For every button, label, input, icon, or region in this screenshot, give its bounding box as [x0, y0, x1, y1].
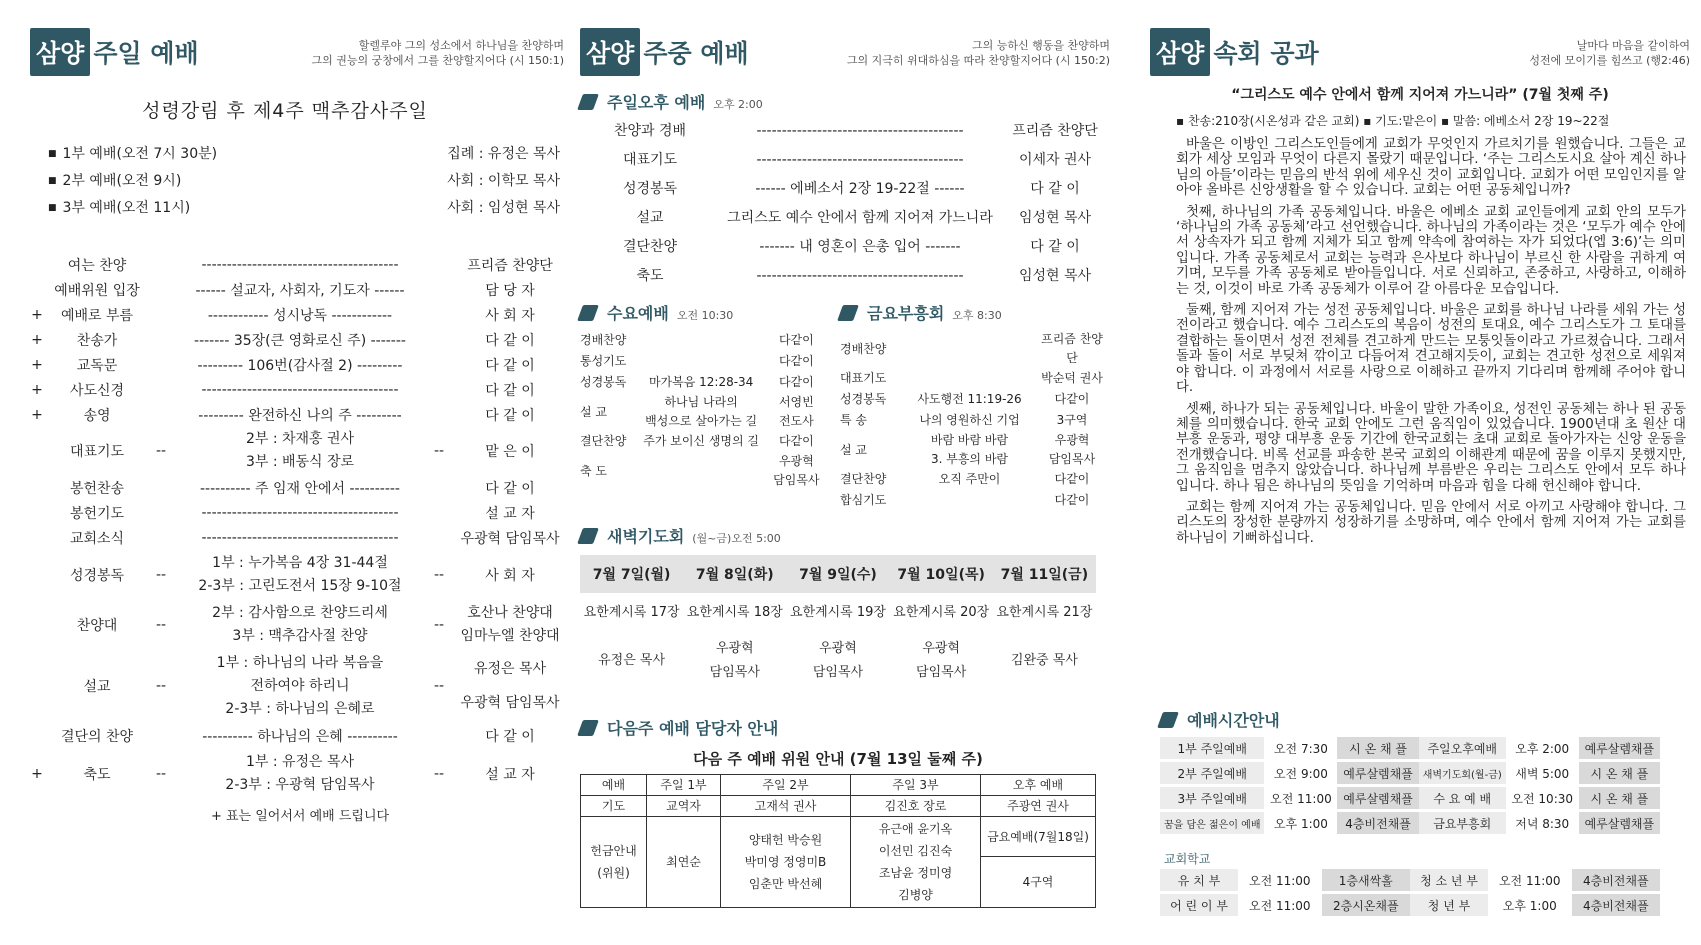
dawn-table [580, 555, 1096, 689]
dawn-leaders-row: 유정은 목사 우광혁 담임목사 우광혁 담임목사 우광혁 담임목사 김완중 목사 [598, 641, 1078, 680]
cell-column [1150, 0, 1690, 945]
lesson-paragraph: 첫째, 하나님의 가족 공동체입니다. 바울은 에베소 교회 교인들에게 교회 안의 모두가 ‘하나님의 가족 공동체’라고 선언했습니다. 하나님의 가족이라는 것은 ‘모두가 예수 안에서 상속자가 되고 함께 지체가 되고 함께 약속에 참여하는 자가 되었다(엡 3:6)’는 의미입니다. 가족 공동체로서 교회는 능력과 은사보다 하나님이 부르신 한 사람을 귀하게 여기며, 모두를 가족 공동체로 받아들입니다. 서로 신뢰하고, 존중하고, 사랑하고, 이해하는 것, 이것이 바로 가족 공동체가 이루어 갈 아름다운 모습입니다. [1176, 204, 1686, 297]
order-row: 결단의 찬양 ---------- 하나님의 은혜 ---------- 다 같 이 [60, 728, 535, 745]
afternoon-row: 찬양과 경배 ----------------------------------------- 프리즘 찬양단 [613, 123, 1098, 139]
school-table [1160, 866, 1660, 919]
friday-heading: 금요부흥회 오후 8:30 [840, 301, 1110, 324]
order-row: 예배위원 입장 ------ 설교자, 사회자, 기도자 ------ 담 당 자 [54, 282, 535, 299]
sunday-column [30, 0, 570, 945]
service-list [30, 141, 570, 222]
service-row: 대표기도 박순덕 권사 [840, 371, 1103, 385]
time-row: 유 치 부 오전 11:00 1층새싹홀 청 소 년 부 오전 11:00 4층비전채플 [1160, 869, 1660, 891]
service-row: 설 교 하나님 나라의 백성으로 살아가는 길 서영빈 전도사 [580, 395, 814, 428]
time-row: 2부 주일예배 오전 9:00 예루살렘채플 새벽기도회(월-금) 새벽 5:00 시 온 채 플 [1160, 762, 1660, 784]
order-row-reading: 성경봉독 -- 1부 : 누가복음 4장 31-44절 2-3부 : 고린도전서 15장 9-10절 -- 사 회 자 [69, 555, 535, 594]
service-row: ■ 1부 예배(오전 7시 30분) 집례 : 유정은 목사 [48, 146, 560, 162]
next-offer-row: 헌금안내 (위원) 최연순 양태헌 박승원 박미영 정영미B 임춘만 박선혜 유근애 윤기옥 이선민 김진숙 조남윤 정미영 김병양 금요예배(7월18일) [581, 817, 1096, 857]
service-row: ■ 2부 예배(오전 9시) 사회 : 이학모 목사 [48, 173, 560, 189]
afternoon-row: 축도 ----------------------------------------- 임성현 목사 [636, 268, 1092, 284]
wed-fri-block [580, 301, 1140, 511]
friday-service [840, 301, 1110, 511]
service-row: 경배찬양 다같이 [580, 333, 814, 347]
times-heading: 예배시간안내 [1160, 708, 1280, 731]
service-row: ■ 3부 예배(오전 11시) 사회 : 임성현 목사 [48, 200, 560, 216]
slash-icon [577, 528, 599, 544]
service-row: 합심기도 다같이 [840, 493, 1090, 507]
weekday-logo: 삼양 주중 예배 [580, 28, 749, 76]
lesson-paragraph: 셋째, 하나가 되는 공동체입니다. 바울이 말한 가족이요, 성전인 공동체는 하나 된 공동체를 의미했습니다. 한국 교회 안에도 그런 움직임이 있었습니다. 1900년대 초 원산 대부흥 운동과, 평양 대부흥 운동 기간에 한국교회는 초대 교회로 돌아가자는 신앙 운동을 전개했습니다. 비록 선교를 파송한 본국 교회의 이해관계 때문에 꿈을 이루지 못했지만, 그 움직임을 멈추지 않았습니다. 하나님께 부름받은 우리는 그리스도 안에서 모두 하나입니다. 하나 됨은 하나님의 뜻임을 기억하며 마음과 힘을 다해 헌신해야 합니다. [1176, 401, 1686, 494]
wednesday-heading: 수요예배 오전 10:30 [580, 301, 830, 324]
time-row: 1부 주일예배 오전 7:30 시 온 채 플 주일오후예배 오후 2:00 예루살렘채플 [1160, 737, 1660, 759]
lesson-program: ▪ 찬송:210장(시온성과 같은 교회) ▪ 기도:맡은이 ▪ 말씀: 에베소서 2장 19~22절 [1176, 114, 1610, 128]
service-row: 결단찬양 오직 주만이 다같이 [840, 472, 1090, 486]
lesson-paragraph: 교회는 함께 지어져 가는 공동체입니다. 믿음 안에서 서로 아끼고 사랑해야 합니다. 그리스도의 장성한 분량까지 성장하기를 소망하며, 예수 안에서 함께 지어져 가는 교회를 하나님이 기뻐하십니다. [1176, 499, 1686, 546]
next-table [580, 774, 1096, 908]
sunday-logo: 삼양 주일 예배 [30, 28, 199, 76]
dawn-days-row: 7월 7일(월) 7월 8일(화) 7월 9일(수) 7월 10일(목) 7월 11일(금) [580, 555, 1096, 593]
next-fri-row: 4구역 [581, 857, 1096, 908]
service-row: 축 도 우광혁 담임목사 [580, 454, 820, 487]
order-row-choir: 찬양대 -- 2부 : 감사함으로 찬양드리세 3부 : 맥추감사절 찬양 -- 호산나 찬양대 임마누엘 찬양대 [76, 605, 560, 644]
order-row: 봉헌기도 --------------------------------------- 설 교 자 [69, 504, 535, 522]
time-row: 3부 주일예배 오전 11:00 예루살렘채플 수 요 예 배 오전 10:30 시 온 채 플 [1160, 787, 1660, 809]
sunday-verse: 할렐루야 그의 성소에서 하나님을 찬양하며 그의 권능의 궁창에서 그를 찬양할지어다 (시 150:1) [311, 39, 564, 67]
order-row-blessing: + 축도 -- 1부 : 유정은 목사 2-3부 : 우광혁 담임목사 -- 설 교 자 [31, 754, 535, 793]
order-row: + 송영 --------- 완전하신 나의 주 --------- 다 같 이 [31, 406, 535, 424]
order-row: + 찬송가 ------- 35장(큰 영화로신 주) ------- 다 같 이 [31, 331, 535, 349]
service-row: 성경봉독 마가복음 12:28-34 다같이 [580, 375, 814, 389]
weekday-header [580, 28, 1140, 90]
order-row: 교회소식 --------------------------------------- 우광혁 담임목사 [69, 529, 560, 547]
time-row: 어 린 이 부 오전 11:00 2층시온채플 청 년 부 오후 1:00 4층비전채플 [1160, 894, 1660, 916]
school-heading: 교회학교 [1164, 852, 1211, 866]
next-head-row: 예배 주일 1부 주일 2부 주일 3부 오후 예배 [581, 775, 1096, 796]
lesson-title: “그리스도 예수 안에서 함께 지어져 가느니라” (7월 첫째 주) [1231, 87, 1609, 103]
next-heading: 다음주 예배 담당자 안내 [580, 716, 778, 739]
afternoon-row: 성경봉독 ------ 에베소서 2장 19-22절 ------ 다 같 이 [622, 181, 1080, 197]
afternoon-order [580, 117, 1110, 291]
afternoon-row: 결단찬양 ------- 내 영혼이 은총 입어 ------- 다 같 이 [622, 239, 1080, 255]
sunday-header [30, 28, 570, 90]
slash-icon [577, 94, 599, 110]
slash-icon [577, 720, 599, 736]
cell-header [1150, 28, 1690, 90]
order-row: 봉헌찬송 ---------- 주 임재 안에서 ---------- 다 같 이 [69, 480, 535, 497]
lesson-paragraph: 둘째, 함께 지어져 가는 성전 공동체입니다. 바울은 교회를 하나님 나라를 세워 가는 성전이라고 했습니다. 예수 그리스도의 복음이 성전의 토대요, 예수 그리스도가 그 토대를 결합하는 돌이면서 성전 전체를 견고하게 만드는 모퉁잇돌이라고 가르쳤습니다. 그래서 돌과 돌이 서로 부딪쳐 깎이고 다듬어져 견고해지듯이, 교회는 견고한 성전으로 세워져야 합니다. 이 과정에서 서로를 사랑으로 이해하고 끝까지 기다리며 함께해 주어야 합니다. [1176, 303, 1686, 396]
service-row: 경배찬양 프리즘 찬양단 [840, 332, 1103, 365]
order-row-sermon: 설교 -- 1부 : 하나님의 나라 복음을 전하여야 하리니 2-3부 : 하나님의 은혜로 -- 유정은 목사 우광혁 담임목사 [83, 654, 560, 717]
worship-order [30, 252, 570, 799]
weekday-verse: 그의 능하신 행동을 찬양하며 그의 지극히 위대하심을 따라 찬양할지어다 (시 150:2) [846, 39, 1110, 67]
afternoon-row: 설교 그리스도 예수 안에서 함께 지어져 가느니라 임성현 목사 [636, 210, 1092, 226]
dawn-texts-row: 요한계시록 17장 요한계시록 18장 요한계시록 19장 요한계시록 20장 요한계시록 21장 [583, 605, 1093, 620]
service-row: 결단찬양 주가 보이신 생명의 길 다같이 [580, 434, 814, 448]
order-row: + 교독문 --------- 106번(감사절 2) --------- 다 같 이 [31, 356, 535, 374]
service-row: 성경봉독 사도행전 11:19-26 다같이 [840, 392, 1090, 406]
times-table [1160, 734, 1660, 837]
slash-icon [1157, 712, 1179, 728]
sunday-title: 성령강림 후 제4주 맥추감사주일 [142, 100, 428, 122]
dawn-heading: 새벽기도회 (월~금)오전 5:00 [580, 524, 781, 547]
service-row: 설 교 바람 바람 바람 3. 부흥의 바람 우광혁 담임목사 [840, 433, 1096, 466]
slash-icon [577, 305, 599, 321]
afternoon-heading: 주일오후 예배 오후 2:00 [580, 90, 1140, 113]
afternoon-row: 대표기도 ----------------------------------------- 이세자 권사 [622, 152, 1092, 168]
cell-verse: 날마다 마음을 같이하여 성전에 모이기를 힘쓰고 (행2:46) [1529, 39, 1690, 67]
lesson-paragraph: 바울은 이방인 그리스도인들에게 교회가 무엇인지 가르치기를 원했습니다. 그들은 교회가 세상 모임과 무엇이 다른지 몰랐기 때문입니다. ‘주는 그리스도시요 살아 계신 하나님의 아들’이라는 믿음의 반석 위에 세우신 것이 교회입니다. 교회가 어떤 모임인지를 알아야 올바른 신앙생활을 할 수 있습니다. 교회는 어떤 공동체입니까? [1176, 137, 1686, 199]
weekday-column [580, 0, 1140, 945]
order-row: + 예배로 부름 ------------ 성시낭독 ------------ 사 회 자 [31, 306, 535, 324]
service-row: 통성기도 다같이 [580, 354, 814, 368]
order-row: + 사도신경 --------------------------------------- 다 같 이 [31, 381, 535, 399]
wednesday-service [580, 301, 830, 511]
order-row-prayer: 대표기도 -- 2부 : 차재홍 권사 3부 : 배동식 장로 -- 맡 은 이 [69, 431, 535, 470]
lesson-body [1150, 137, 1690, 546]
next-caption: 다음 주 예배 위원 안내 (7월 13일 둘째 주) [693, 750, 983, 768]
next-pray-row: 기도 교역자 고재석 권사 김진호 장로 주광연 권사 [581, 796, 1096, 817]
order-row: 여는 찬양 --------------------------------------- 프리즘 찬양단 [67, 256, 553, 274]
cell-logo: 삼양 속회 공과 [1150, 28, 1319, 76]
standing-note: + 표는 일어서서 예배 드립니다 [210, 809, 390, 824]
slash-icon [837, 305, 859, 321]
time-row: 꿈을 담은 젊은이 예배 오후 1:00 4층비전채플 금요부흥회 저녁 8:30 예루살렘채플 [1160, 812, 1660, 834]
service-row: 특 송 나의 영원하신 기업 3구역 [840, 413, 1088, 427]
